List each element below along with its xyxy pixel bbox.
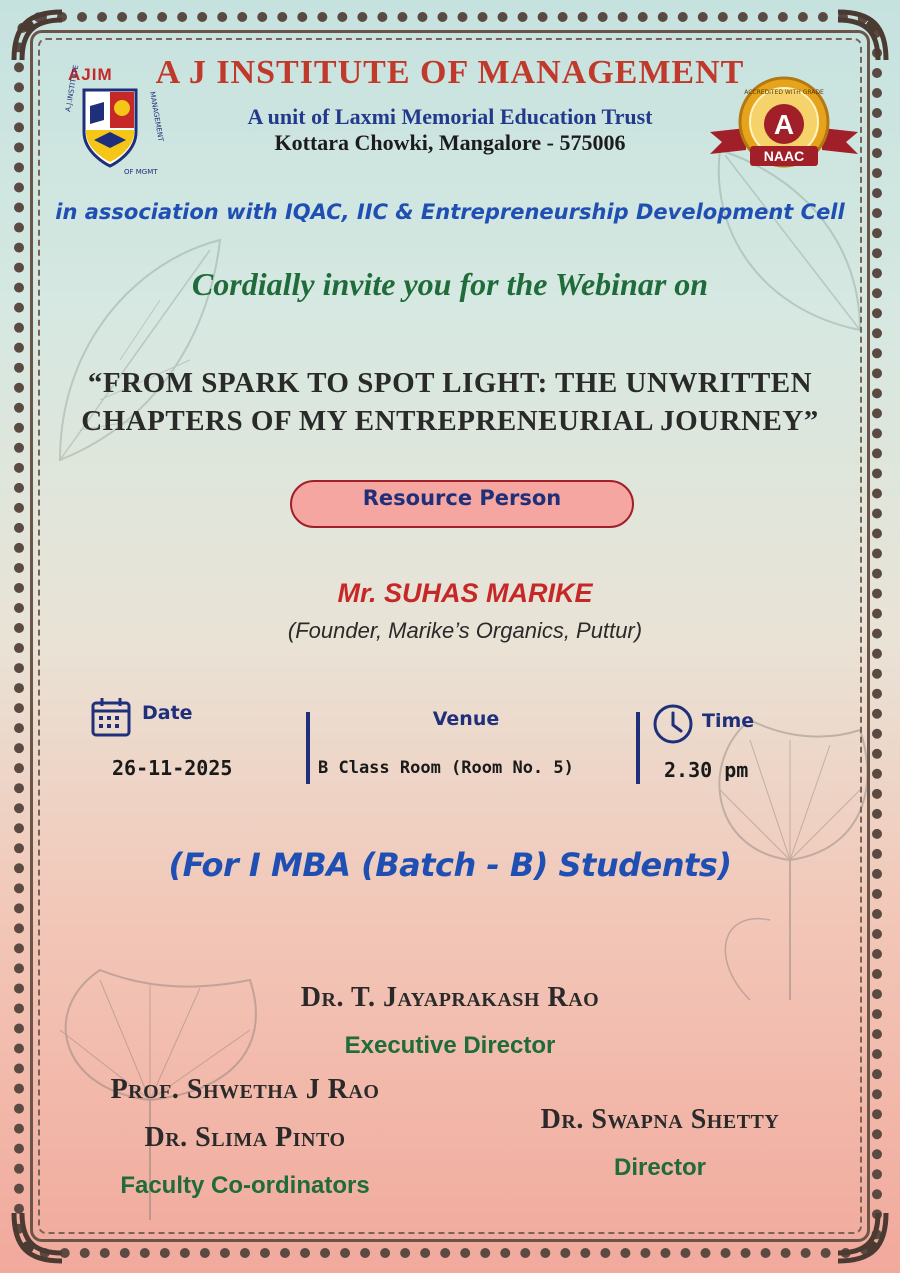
audience-line: (For I MBA (Batch - B) Students) — [168, 846, 732, 884]
corner-ornament-icon — [8, 1207, 68, 1267]
coordinators-role: Faculty Co-ordinators — [120, 1172, 370, 1199]
time-value: 2.30 pm — [664, 758, 749, 782]
director-name: Dr. Swapna Shetty — [540, 1104, 780, 1135]
institute-name: A J INSTITUTE OF MANAGEMENT — [155, 54, 745, 91]
institute-address: Kottara Chowki, Mangalore - 575006 — [274, 130, 626, 155]
corner-ornament-icon — [832, 1207, 892, 1267]
venue-value: B Class Room (Room No. 5) — [318, 758, 574, 778]
detail-separator — [636, 712, 640, 784]
clock-icon — [652, 703, 694, 745]
director-role: Director — [613, 1154, 707, 1181]
executive-director-role: Executive Director — [344, 1032, 556, 1059]
corner-ornament-icon — [832, 6, 892, 66]
svg-text:A: A — [773, 109, 795, 140]
webinar-topic — [60, 364, 840, 440]
resource-person-heading: Resource Person — [362, 486, 562, 510]
svg-text:NAAC: NAAC — [763, 148, 805, 164]
corner-ornament-icon — [8, 6, 68, 66]
svg-text:A.J.INSTITUTE: A.J.INSTITUTE — [64, 64, 81, 113]
calendar-icon — [90, 696, 132, 738]
detail-separator — [306, 712, 310, 784]
ajim-logo — [64, 62, 165, 182]
date-value: 26-11-2025 — [112, 756, 233, 780]
speaker-name: Mr. SUHAS MARIKE — [337, 578, 593, 608]
webinar-topic-line-1: “FROM SPARK TO SPOT LIGHT: THE UNWRITTEN — [87, 367, 813, 399]
institute-unit-line: A unit of Laxmi Memorial Education Trust — [247, 104, 653, 129]
webinar-topic-line-2: CHAPTERS OF MY ENTREPRENEURIAL JOURNEY” — [81, 405, 819, 437]
naac-badge — [706, 74, 862, 178]
association-line: in association with IQAC, IIC & Entrepreneurship Development Cell — [55, 200, 845, 224]
svg-text:OF MGMT: OF MGMT — [124, 168, 158, 176]
time-label: Time — [702, 710, 755, 732]
invite-line: Cordially invite you for the Webinar on — [191, 266, 709, 302]
svg-text:MANAGEMENT: MANAGEMENT — [148, 90, 165, 143]
coordinator-name-2: Dr. Slima Pinto — [144, 1122, 346, 1153]
date-label: Date — [142, 702, 193, 724]
speaker-designation: (Founder, Marike’s Organics, Puttur) — [287, 618, 643, 643]
svg-text:AJIM: AJIM — [68, 65, 113, 84]
executive-director-name: Dr. T. Jayaprakash Rao — [300, 982, 600, 1013]
coordinator-name-1: Prof. Shwetha J Rao — [110, 1074, 380, 1105]
svg-text:ACCREDITED WITH GRADE: ACCREDITED WITH GRADE — [744, 89, 824, 96]
venue-label: Venue — [432, 708, 500, 730]
